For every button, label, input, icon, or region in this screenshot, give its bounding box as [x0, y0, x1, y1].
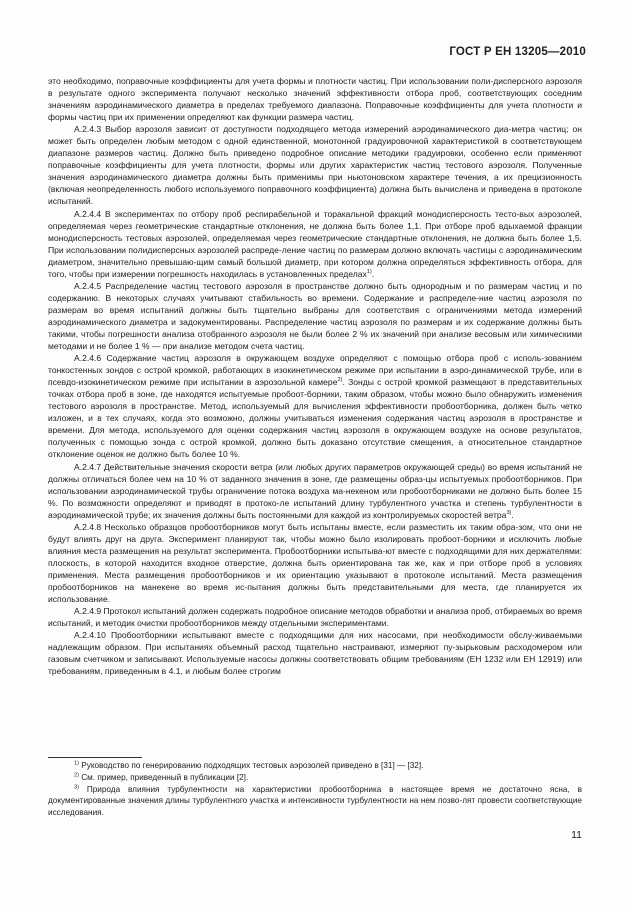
footnote-2: $^{2)}$ См. пример, приведенный в публикации [2]. [74, 772, 249, 782]
page-number: 11 [571, 829, 582, 841]
paragraph-a-2-4-10: А.2.4.10 Пробоотборники испытывают вместе с подходящими для них насосами, при необходимости обслу-живаемыми надлежащим образом. При испытаниях объемный расход тщательно настраивают, измеряют пу-зырьковым расходомером или газовым счетчиком и записывают. Используемые насосы должны соответствовать общим требованиям (ЕН 1232 или ЕН 12919) или требованиям, приведенным в 4.1, и любым более строгим [48, 630, 582, 677]
paragraph-a-2-4-8: А.2.4.8 Несколько образцов пробоотборников могут быть испытаны вместе, если разместить их таким обра-зом, что они не будут влиять друг на друга. Эксперимент планируют так, чтобы можно было изолировать пробоот-борники и исключить любые влияния места размещения на результат эксперимента. Пробоотборники испытыва-ют вместе с подходящими для них держателями: плоскость, в которой находится входное отверстие, должна быть ориентирована так же, как и при отборе проб в условиях применения. Места размещения пробоотборников и их ориентацию указывают в протоколе испытаний. Места размещения пробоотборников на манекене во время ис-пытания должны быть представительными для места, где планируется их использование. [48, 521, 582, 605]
paragraph-a-2-4-4: А.2.4.4 В экспериментах по отбору проб респирабельной и торакальной фракций монодисперсность тесто-вых аэрозолей, определяемая через геометрические стандартные отклонения, не должна быть более 1,1. При отборе проб вдыхаемой фракции монодисперсность тестовых аэрозолей, определяемая через геометрические стандартные отклонения, не должна быть более 1,5. При использовании полидисперсных аэрозолей распреде-ление частиц по размерам должно включать частицы с аэродинамическим диаметром, значительно превышаю-щим самый большой диаметр, при котором должна определяться эффективность отбора, для того, чтобы при измерении погрешность находилась в установленных пределах$^{1)}$. [48, 208, 582, 279]
footnote-divider [48, 757, 142, 758]
paragraph-a-2-4-3: А.2.4.3 Выбор аэрозоля зависит от доступности подходящего метода измерений аэродинамического диа-метра частиц; он может быть определен любым методом с одной единственной, монотонной градуировочной характеристикой в соответствующем диапазоне размеров частиц. Должно быть приведено подробное описание методики градуировки, особенно если применяют поправочные коэффициенты для учета плотности, формы или других характеристик частиц тестового аэрозоля. Полученные значения аэродинамического диаметра должны быть применимы при ньютоновском характере течения, а их прецизионность (включая неопределенность любого используемого поправочного коэффициента) должна быть вычислена и приведена в протоколе испытаний. [48, 124, 582, 207]
footnote-ref-2: 2) [337, 377, 343, 384]
paragraph-a-2-4-9: А.2.4.9 Протокол испытаний должен содержать подробное описание методов обработки и анализа проб, отбираемых во время испытаний, и методик очистки пробоотборников между отдельными экспериментами. [48, 606, 582, 629]
paragraph-a-2-4-7: А.2.4.7 Действительные значения скорости ветра (или любых других параметров окружающей среды) во время испытаний не должны отличаться более чем на 10 % от заданного значения в зоне, где размещены образ-цы испытуемых пробоотборников. При использовании аэродинамической трубы ограничение потока воздуха ма-некеном или пробоотборниками не должно быть более 15 %. По возможности определяют и приводят в протоко-ле испытаний длину турбулентного участка и степень турбулентности в аэродинамической трубе; их значения должны быть постоянными для каждой из контролируемых скоростей ветра$^{3)}$. [48, 461, 582, 520]
paragraph-a-2-4-6: А.2.4.6 Содержание частиц аэрозоля в окружающем воздухе определяют с помощью отбора проб с исполь-зованием тонкостенных зондов с острой кромкой, работающих в изокинетическом режиме при испытании в аэро-динамической трубе, или в псевдо-изокинетическом режиме при испытании в аэрозольной камере$^{2)}$. Зонды с острой кромкой размещают в представительных точках отбора проб в зоне, где находятся испытуемые пробоот-борники, таким образом, чтобы можно было обнаружить изменения тестового аэрозоля в пространстве. Метод, используемый для вычисления эффективности пробоотборника, должен быть четко изложен, и в тех случаях, когда это возможно, должны учитываться изменения содержания частиц аэрозоля в пространстве и времени. Для метода, используемого для оценки содержания частиц аэрозоля в окружающем воздухе на основе результатов, полученных с помощью зонда с острой кромкой, должно быть доказано отсутствие смещения, а относительное стандартное отклонение оценок не должно быть более 10 %. [48, 353, 582, 460]
footnote-ref-3: 3) [506, 509, 512, 516]
footnote-1: $^{1)}$ Руководство по генерированию подходящих тестовых аэрозолей приведено в [31] — [32]. [74, 760, 424, 770]
footnote-ref-1: 1) [366, 268, 372, 275]
footnote-3: $^{3)}$ Природа влияния турбулентности на характеристики пробоотборника в настоящее время не достаточно ясна, в документированные значения длины турбулентного участка и интенсивности турбулентности на нем позво-лят провести соответствующие исследования. [48, 783, 582, 818]
paragraph-continuation: это необходимо, поправочные коэффициенты для учета формы и плотности частиц. При использовании поли-дисперсного аэрозоля в результате одного эксперимента получают несколько значений эффективности отбора проб, соответствующих соседним значениям аэродинамического диаметра в пределах требуемого диапазона. Поправочные коэффициенты для учета плотности и формы частиц при их применении определяют как функции размера частиц. [48, 76, 582, 123]
footnotes [48, 760, 582, 819]
paragraph-a-2-4-5: А.2.4.5 Распределение частиц тестового аэрозоля в пространстве должно быть однородным и по размерам частиц и по содержанию. В некоторых случаях учитывают стабильность во времени. Содержание и распределе-ние частиц аэрозоля по размерам во время испытаний должны быть тщательно выбраны для соответствия с ограничениями метода измерений аэродинамического диаметра и задокументированы. Распределение частиц аэрозоля по размерам и их содержание должны быть такими, чтобы погрешности анализа отобранного аэрозоля не были более 2 % их значений при анализе весовым или химическими методами и не более 1 % — при анализе методом счета частиц. [48, 280, 582, 352]
standard-header: ГОСТ Р ЕН 13205—2010 [449, 46, 586, 58]
body-text [48, 75, 582, 677]
